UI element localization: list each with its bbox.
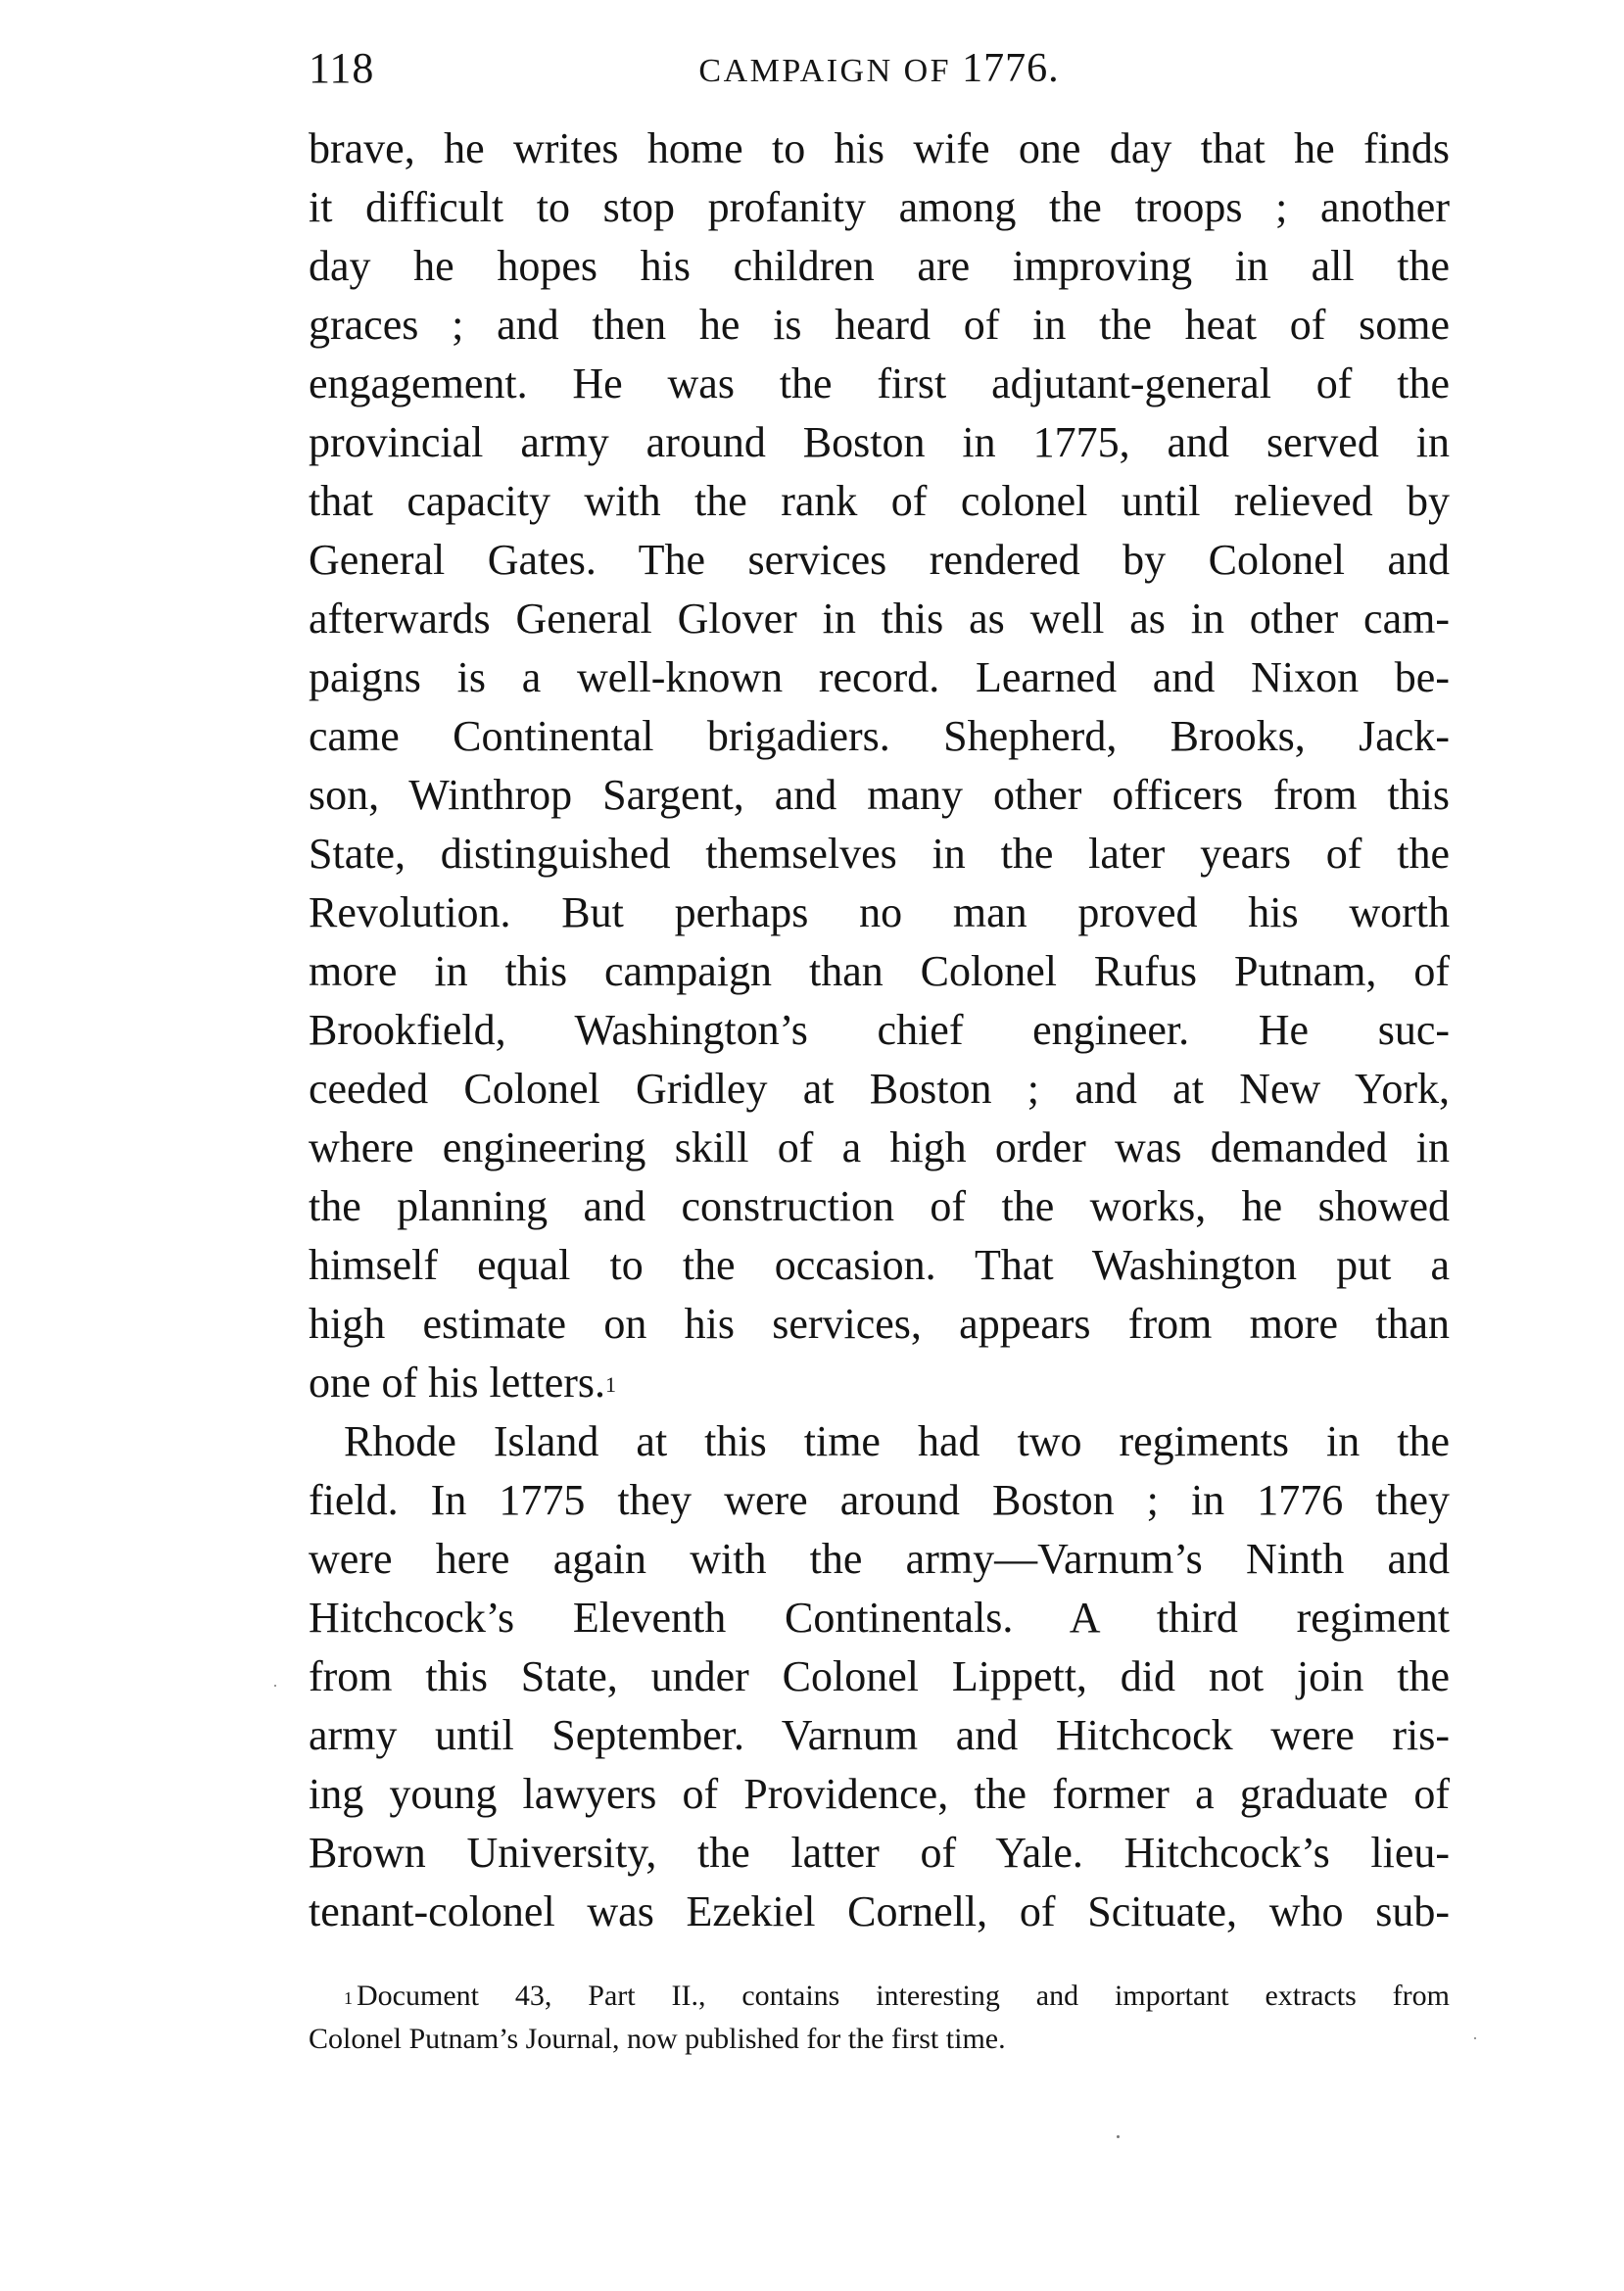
text-line: high estimate on his services, appears from more than <box>309 1300 1450 1348</box>
footnote-reference[interactable]: 1 <box>605 1372 617 1397</box>
text-line: where engineering skill of a high order was demanded in <box>309 1123 1450 1171</box>
text-line: brave, he writes home to his wife one day that he finds <box>309 124 1450 172</box>
text-line: Brown University, the latter of Yale. Hitchcock’s lieu- <box>309 1829 1450 1877</box>
text-line: army until September. Varnum and Hitchcock were ris- <box>309 1711 1450 1759</box>
text-line: from this State, under Colonel Lippett, did not join the <box>309 1652 1450 1700</box>
text-line: Rhode Island at this time had two regiments in the <box>344 1417 1450 1465</box>
text-line: Revolution. But perhaps no man proved his worth <box>309 888 1450 936</box>
text-line: one of his letters. <box>309 1359 606 1407</box>
text-line: day he hopes his children are improving in all the <box>309 242 1450 290</box>
page-number: 118 <box>309 44 375 92</box>
text-line: Hitchcock’s Eleventh Continentals. A third regiment <box>309 1594 1450 1642</box>
paper-speck <box>1474 2037 1476 2039</box>
page-header <box>309 39 1450 98</box>
text-line: provincial army around Boston in 1775, and served in <box>309 418 1450 466</box>
text-line: paigns is a well-known record. Learned and Nixon be- <box>309 653 1450 701</box>
text-line: himself equal to the occasion. That Washington put a <box>309 1241 1450 1289</box>
text-line: Brookfield, Washington’s chief engineer. He suc- <box>309 1006 1450 1054</box>
text-line: engagement. He was the first adjutant-general of the <box>309 359 1450 407</box>
paper-speck <box>274 1685 276 1687</box>
paper-speck <box>1117 2135 1120 2138</box>
body-text <box>309 119 1450 1941</box>
text-line: son, Winthrop Sargent, and many other officers from this <box>309 771 1450 819</box>
text-line: graces ; and then he is heard of in the heat of some <box>309 301 1450 349</box>
footnote-marker: 1 <box>344 1988 353 2008</box>
paragraph-end-line <box>309 1354 1450 1412</box>
text-line: the planning and construction of the works, he showed <box>309 1182 1450 1230</box>
text-line: tenant-colonel was Ezekiel Cornell, of Scituate, who sub- <box>309 1887 1450 1935</box>
running-head-year: 1776. <box>962 46 1060 91</box>
footnote-line: Colonel Putnam’s Journal, now published for the first time. <box>309 2023 1006 2055</box>
text-line: were here again with the army—Varnum’s Ninth and <box>309 1535 1450 1583</box>
text-line: it difficult to stop profanity among the troops ; another <box>309 183 1450 231</box>
text-line: came Continental brigadiers. Shepherd, Brooks, Jack- <box>309 712 1450 760</box>
text-line: ceeded Colonel Gridley at Boston ; and at New York, <box>309 1065 1450 1113</box>
text-line: General Gates. The services rendered by Colonel and <box>309 536 1450 584</box>
text-line: field. In 1775 they were around Boston ; in 1776 they <box>309 1476 1450 1524</box>
text-line: that capacity with the rank of colonel until relieved by <box>309 477 1450 525</box>
footnote-text: Document 43, Part II., contains interesting and important extracts from <box>357 1980 1450 2012</box>
running-head <box>309 39 1450 101</box>
running-head-title: CAMPAIGN OF <box>698 53 963 89</box>
text-line: afterwards General Glover in this as well as in other cam- <box>309 595 1450 643</box>
text-line: more in this campaign than Colonel Rufus Putnam, of <box>309 947 1450 995</box>
text-line: ing young lawyers of Providence, the former a graduate of <box>309 1770 1450 1818</box>
footnote-line <box>309 1975 1450 2018</box>
text-line: State, distinguished themselves in the later years of the <box>309 830 1450 878</box>
footnote <box>309 1975 1450 2061</box>
